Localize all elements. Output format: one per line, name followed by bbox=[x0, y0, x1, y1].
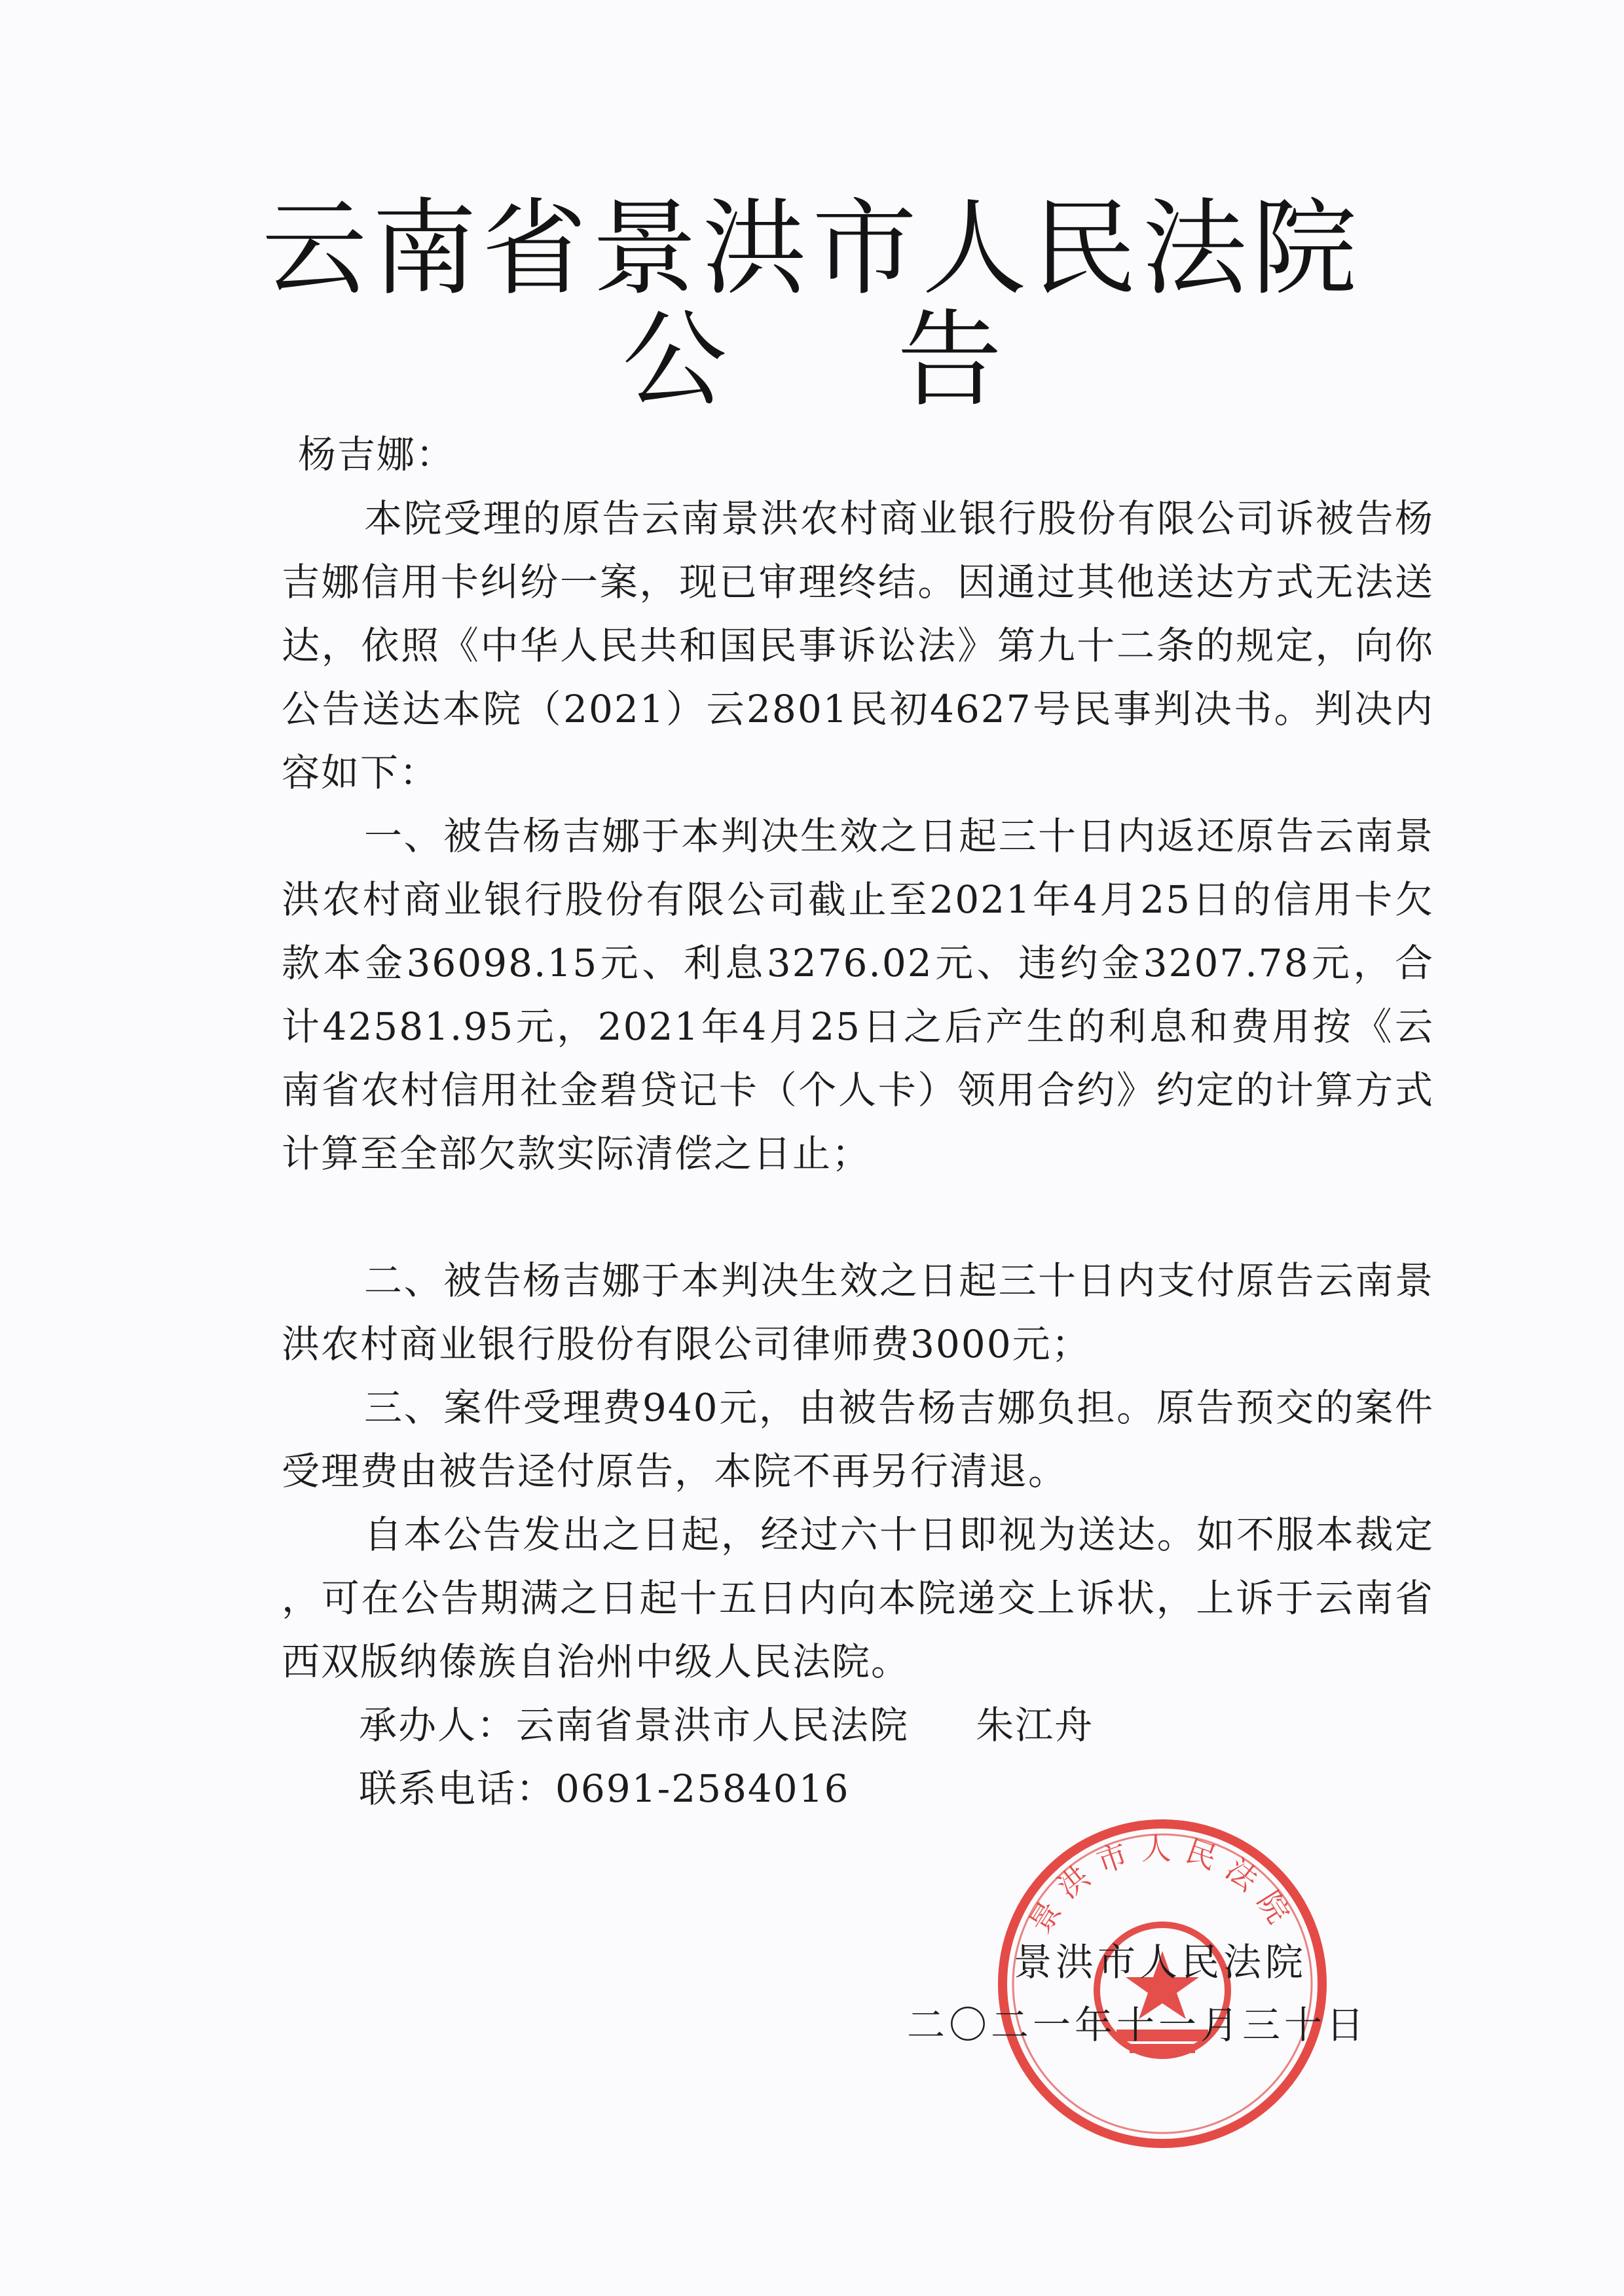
judgment-item-2: 二、被告杨吉娜于本判决生效之日起三十日内支付原告云南景洪农村商业银行股份有限公司律师费3000元； bbox=[282, 1258, 1434, 1366]
notice-title-char-1: 公 bbox=[621, 299, 727, 421]
contact-phone: 联系电话：0691-2584016 bbox=[359, 1766, 850, 1811]
judgment-item-1: 一、被告杨吉娜于本判决生效之日起三十日内返还原告云南景洪农村商业银行股份有限公司截止至2021年4月25日的信用卡欠款本金36098.15元、利息3276.02元、违约金3207.78元，合计42581.95元，2021年4月25日之后产生的利息和费用按《云南省农村信用社金碧贷记卡（个人卡）领用合约》约定的计算方式计算至全部欠款实际清偿之日止； bbox=[282, 814, 1434, 1176]
notice-title-char-2: 告 bbox=[897, 299, 1003, 421]
svg-text:景洪市人民法院: 景洪市人民法院 bbox=[1022, 1831, 1303, 1940]
handler-line: 承办人：云南省景洪市人民法院 朱江舟 bbox=[359, 1703, 1094, 1747]
paragraph-service: 本院受理的原告云南景洪农村商业银行股份有限公司诉被告杨吉娜信用卡纠纷一案，现已审理终结。因通过其他送达方式无法送达，依照《中华人民共和国民事诉讼法》第九十二条的规定，向你公告送达本院（2021）云2801民初4627号民事判决书。判决内容如下： bbox=[282, 496, 1434, 795]
signature-date: 二〇二一年十一月三十日 bbox=[907, 2003, 1369, 2047]
court-title: 云南省景洪市人民法院 bbox=[261, 187, 1362, 310]
appeal-notice: 自本公告发出之日起，经过六十日即视为送达。如不服本裁定 ，可在公告期满之日起十五日内向本院递交上诉状，上诉于云南省西双版纳傣族自治州中级人民法院。 bbox=[282, 1512, 1434, 1684]
judgment-item-3: 三、案件受理费940元，由被告杨吉娜负担。原告预交的案件受理费由被告迳付原告，本院不再另行清退。 bbox=[282, 1385, 1434, 1493]
signature-court: 景洪市人民法院 bbox=[1014, 1940, 1308, 1984]
notice-title bbox=[0, 299, 1624, 421]
addressee: 杨吉娜： bbox=[298, 432, 456, 477]
